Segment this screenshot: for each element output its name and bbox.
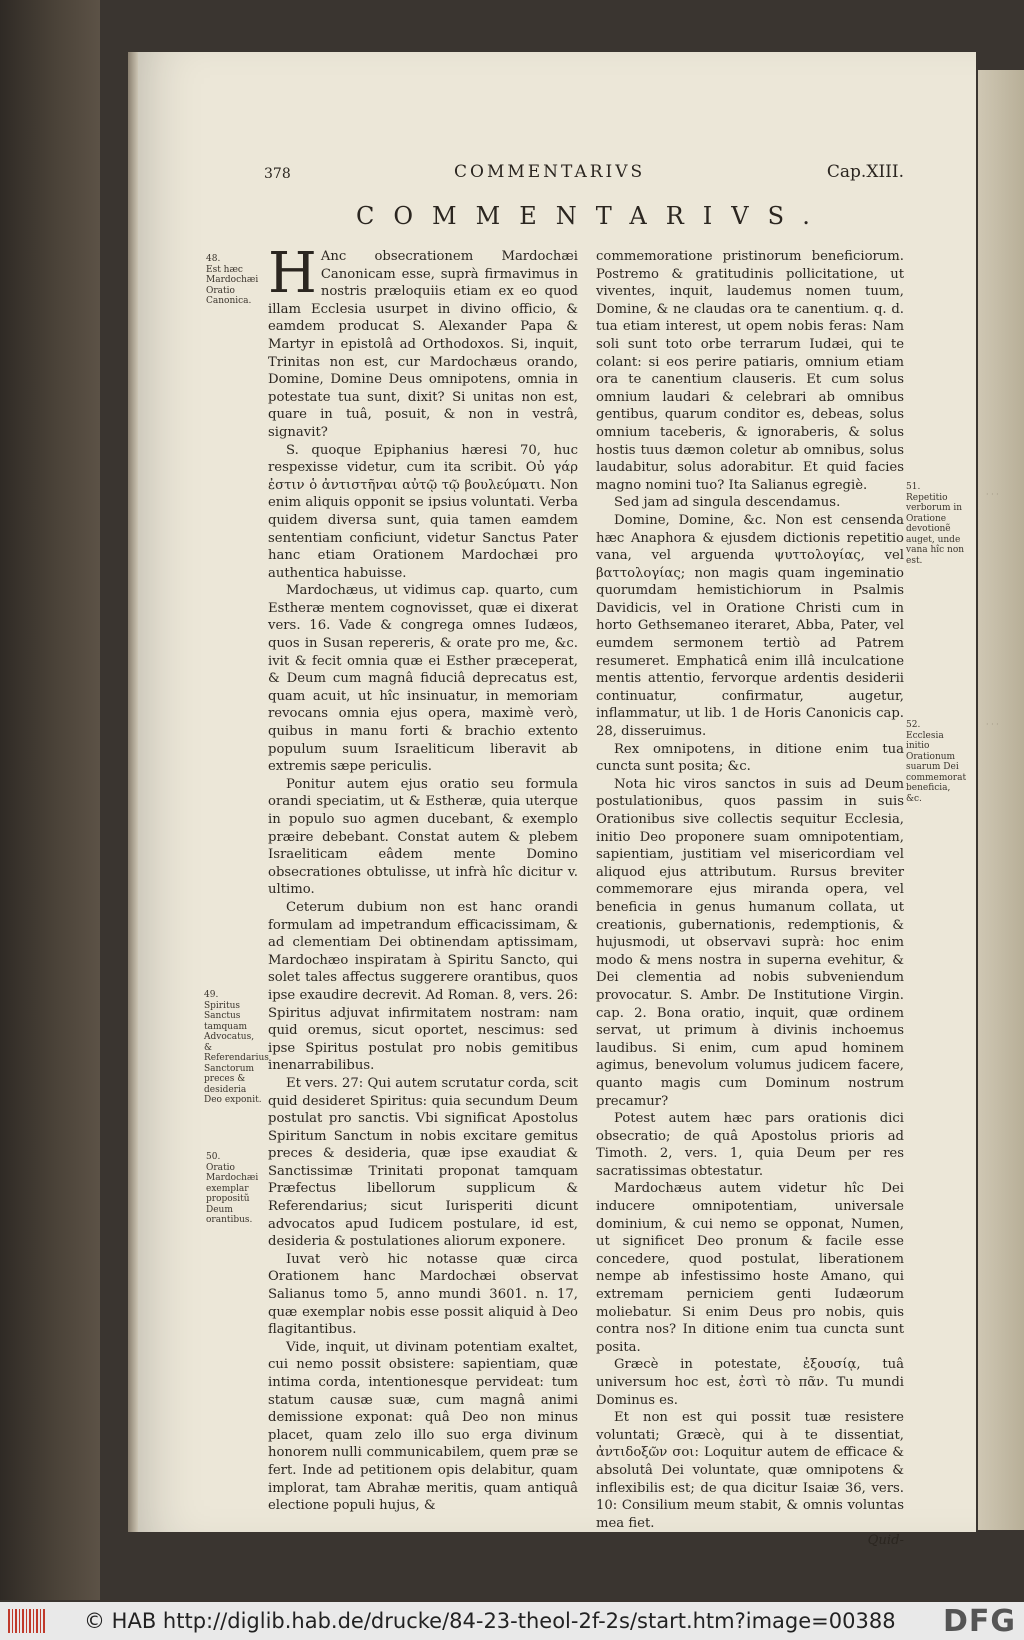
paragraph: Rex omnipotens, in ditione enim tua cuncta sunt posita; &c. (596, 741, 904, 775)
right-text-column (596, 248, 904, 1550)
margin-note-text: Ecclesia initio Orationum suarum Dei commemorat beneficia, &c. (906, 730, 967, 804)
running-head (264, 160, 904, 190)
margin-note-49 (204, 990, 269, 1106)
paragraph: Ceterum dubium non est hanc orandi formulam ad impetrandum efficacissimam, & ad clementiam Dei obtinendam aptissimam, Mardochæo inspiratam à Spiritu Sancto, qui solet tales affectus suggerere orantibus, quos ipse exaudire decrevit. Ad Roman. 8, vers. 26: Spiritus adjuvat infirmitatem nostram: nam quid oremus, sicut oportet, nescimus: sed ipse Spiritus postulat pro nobis gemitibus inenarrabilibus. (268, 899, 578, 1074)
book-page (138, 52, 976, 1549)
margin-note-number: 48. (206, 254, 221, 264)
paragraph: Domine, Domine, &c. Non est censenda hæc Anaphora & ejusdem dictionis repetitio vana, vel arguenda ψυττολογίας, vel βαττολογίας; non magis quam ingeminatio quorumdam hemistichiorum in Psalmis Davidicis, vel in Oratione Christi cum in horto Gethsemaneo iteraret, Abba, Pater, vel eumdem sermonem tertiò ad Patrem resumeret. Emphaticâ enim illâ inculcatione mentis attentio, fervorque ardentis desiderii continuatur, confirmatur, augetur, inflammatur, ut lib. 1 de Horis Canonicis cap. 28, disseruimus. (596, 512, 904, 740)
margin-note-48 (206, 254, 264, 307)
paragraph: Nota hic viros sanctos in suis ad Deum postulationibus, quos passim in suis Orationibus sive collectis sequitur Ecclesia, initio Deo proponere suam omnipotentiam, sapientiam, justitiam vel misericordiam vel aliquod ejus attributum. Rursus breviter commemorare ejus miranda opera, vel beneficia in genus humanum collata, ut creationis, gubernationis, redemptionis, & hujusmodi, ut observavi suprà: hoc enim modo & mens nostra in superna evehitur, & Dei clementia ad nobis subveniendum provocatur. S. Ambr. De Institutione Virgin. cap. 2. Bona oratio, inquit, quæ ordinem servat, ut primum à divinis inchoemus laudibus. Si enim, cum apud hominem agimus, benevolum volumus judicem facere, quanto magis cum Dominum nostrum precamur? (596, 776, 904, 1109)
margin-note-text: Spiritus Sanctus tamquam Advocatus, & Referendarius Sanctorum preces & desideria Deo exponit. (204, 1000, 269, 1105)
paragraph: Mardochæus, ut vidimus cap. quarto, cum Estheræ mentem cognovisset, quæ ei dixerat vers. 16. Vade & congrega omnes Iudæos, quos in Susan repereris, & orate pro me, &c. ivit & fecit omnia quæ ei Esther præceperat, & Deum cum magnâ fiduciâ deprecatus est, quam acuit, ut hîc insinuatur, in memoriam revocans omnia ejus opera, maximè verò, quibus in manu forti & brachio extento populum suum Israeliticum liberavit ab extremis sæpe periculis. (268, 583, 578, 775)
paragraph: Ponitur autem ejus oratio seu formula orandi speciatim, ut & Estheræ, quia uterque in populo suo agmen ducebant, & exemplo præire debebant. Constat autem & plebem Israeliticam eâdem mente Domino obsecrationes obtulisse, ut infrà hîc dicitur v. ultimo. (268, 776, 578, 898)
section-heading: COMMENTARIVS. (356, 202, 829, 230)
dfg-logo: DFG (942, 1604, 1016, 1639)
footer-bar (0, 1602, 1024, 1640)
paragraph: Anc obsecrationem Mardochæi Canonicam esse, suprà firmavimus in nostris præloquiis etiam ex eo quod illam Ecclesia usurpet in divino officio, & eamdem producat S. Alexander Papa & Martyr in epistolâ ad Orthodoxos. Si, inquit, Trinitas non est, cur Mardochæus orando, Domine, Domine Deus omnipotens, omnia in potestate tua sunt, dixit? Si unitas non est, quare in tuâ, posuit, & non in vestrâ, signavit? (268, 249, 578, 440)
running-title: COMMENTARIVS (454, 162, 646, 182)
margin-note-number: 50. (206, 1152, 221, 1162)
margin-note-text: Oratio Mardochæi exemplar propositũ Deum orantibus. (206, 1162, 259, 1225)
left-text-column (268, 241, 578, 1515)
margin-note-number: 51. (906, 482, 921, 492)
paragraph: Sed jam ad singula descendamus. (614, 495, 841, 511)
book-binding-gutter (0, 0, 100, 1600)
margin-note-number: 52. (906, 720, 921, 730)
margin-note-text: Est hæc Mardochæi Oratio Canonica. (206, 264, 259, 306)
margin-note-50 (206, 1152, 260, 1226)
chapter-label: Cap.XIII. (826, 162, 904, 182)
margin-note-51 (906, 482, 968, 566)
paragraph: Et non est qui possit tuæ resistere voluntati; Græcè, qui à te dissentiat, ἀντιδοξῶν σοι: Loquitur autem de efficace & absolutâ Dei voluntate, quæ omnipotens & inflexibilis est; de qua dicitur Isaiæ 36, vers. 10: Consilium meum stabit, & omnis voluntas mea fiet. (596, 1410, 904, 1531)
hab-logo-icon (8, 1609, 46, 1633)
paragraph: commemoratione pristinorum beneficiorum. Postremo & gratitudinis pollicitatione, ut viventes, inquit, laudemus nomen tuum, Domine, & ne claudas ora te canentium. q. d. tua etiam interest, ut opem nobis feras: Nam soli sunt toto orbe terrarum Iudæi, qui te colant: si eos perire patiaris, omnium etiam ora te canentium clauseris. Et cum solus omnium laudari & celebrari ab omnibus gentibus, quarum conditor es, debeas, solus omnium taceberis, & ignoraberis, & solus hostis tuus dæmon coletur ab omnibus, solus laudabitur, solus adorabitur. Et quid facies magno nomini tuo? Ita Salianus egregiè. (596, 249, 904, 493)
paragraph: Iuvat verò hic notasse quæ circa Orationem hanc Mardochæi observat Salianus tomo 5, anno mundi 3601. n. 17, quæ exemplar nobis esse possit aliquid à Deo flagitantibus. (268, 1251, 578, 1338)
drop-cap-initial: H (268, 241, 317, 306)
margin-note-text: Repetitio verborum in Oratione devotionẽ auget, unde vana hîc non est. (906, 492, 965, 566)
paragraph: Vide, inquit, ut divinam potentiam exaltet, cui nemo possit obsistere: sapientiam, quæ intima corda, intentionesque pervideat: tum statum causæ suæ, cum magnâ animi demissione exponat: quâ Deo non minus placet, quam zelo illo suo erga divinum honorem nulli communicabilem, quem præ se fert. Inde ad petitionem opis delabitur, quam implorat, tam Abrahæ meritis, quam antiquâ electione populi hujus, & (268, 1339, 578, 1514)
margin-note-number: 49. (204, 990, 219, 1000)
paragraph: Potest autem hæc pars orationis dici obsecratio; de quâ Apostolus prioris ad Timoth. 2, vers. 1, quia Deum per res sacratissimas obtestatur. (596, 1111, 904, 1179)
page-number: 378 (264, 166, 291, 182)
margin-note-52 (906, 720, 968, 804)
paragraph: S. quoque Epiphanius hæresi 70, huc respexisse videtur, cum ita scribit. Οὐ γάρ ἐστιν ὁ ἀντιστῆναι αὐτῷ τῷ βουλεύματι. Non enim aliquis opponit se ipsius voluntati. Verba quidem diversa sunt, quia tamen eamdem sententiam conficiunt, videtur Sanctus Pater hanc etiam Orationem Mardochæi pro authentica habuisse. (268, 442, 578, 581)
paragraph: Græcè in potestate, ἐξουσίᾳ, tuâ universum hoc est, ἐστὶ τὸ πᾶν. Tu mundi Dominus es. (596, 1357, 904, 1408)
paragraph: Et vers. 27: Qui autem scrutatur corda, scit quid desideret Spiritus: quia secundum Deum postulat pro sanctis. Vbi significat Apostolus Spiritum Sanctum in nobis excitare gemitus preces & desideria, quæ ipse exaudiat & Sanctissimæ Trinitati proponat tamquam Præfectus libellorum supplicum & Referendarius; sicut Iurisperiti dicunt advocatos apud Iudicem postulare, id est, desideria & postulationes aliorum exponere. (268, 1075, 578, 1250)
adjacent-page-edge: · · · · · · (978, 70, 1024, 1530)
paragraph: Mardochæus autem videtur hîc Dei inducere omnipotentiam, universale dominium, & cui nemo se opponat, Numen, ut significet Deo pronum & facile esse concedere, quod postulat, liberationem nempe ab infestissimo hoste Amano, qui extremam perniciem genti Iudæorum moliebatur. Si enim Deus pro nobis, quis contra nos? In ditione enim tua cuncta sunt posita. (596, 1181, 904, 1355)
catchword: Quid- (867, 1533, 904, 1549)
source-url-link[interactable]: © HAB http://diglib.hab.de/drucke/84-23-theol-2f-2s/start.htm?image=00388 (84, 1609, 896, 1633)
